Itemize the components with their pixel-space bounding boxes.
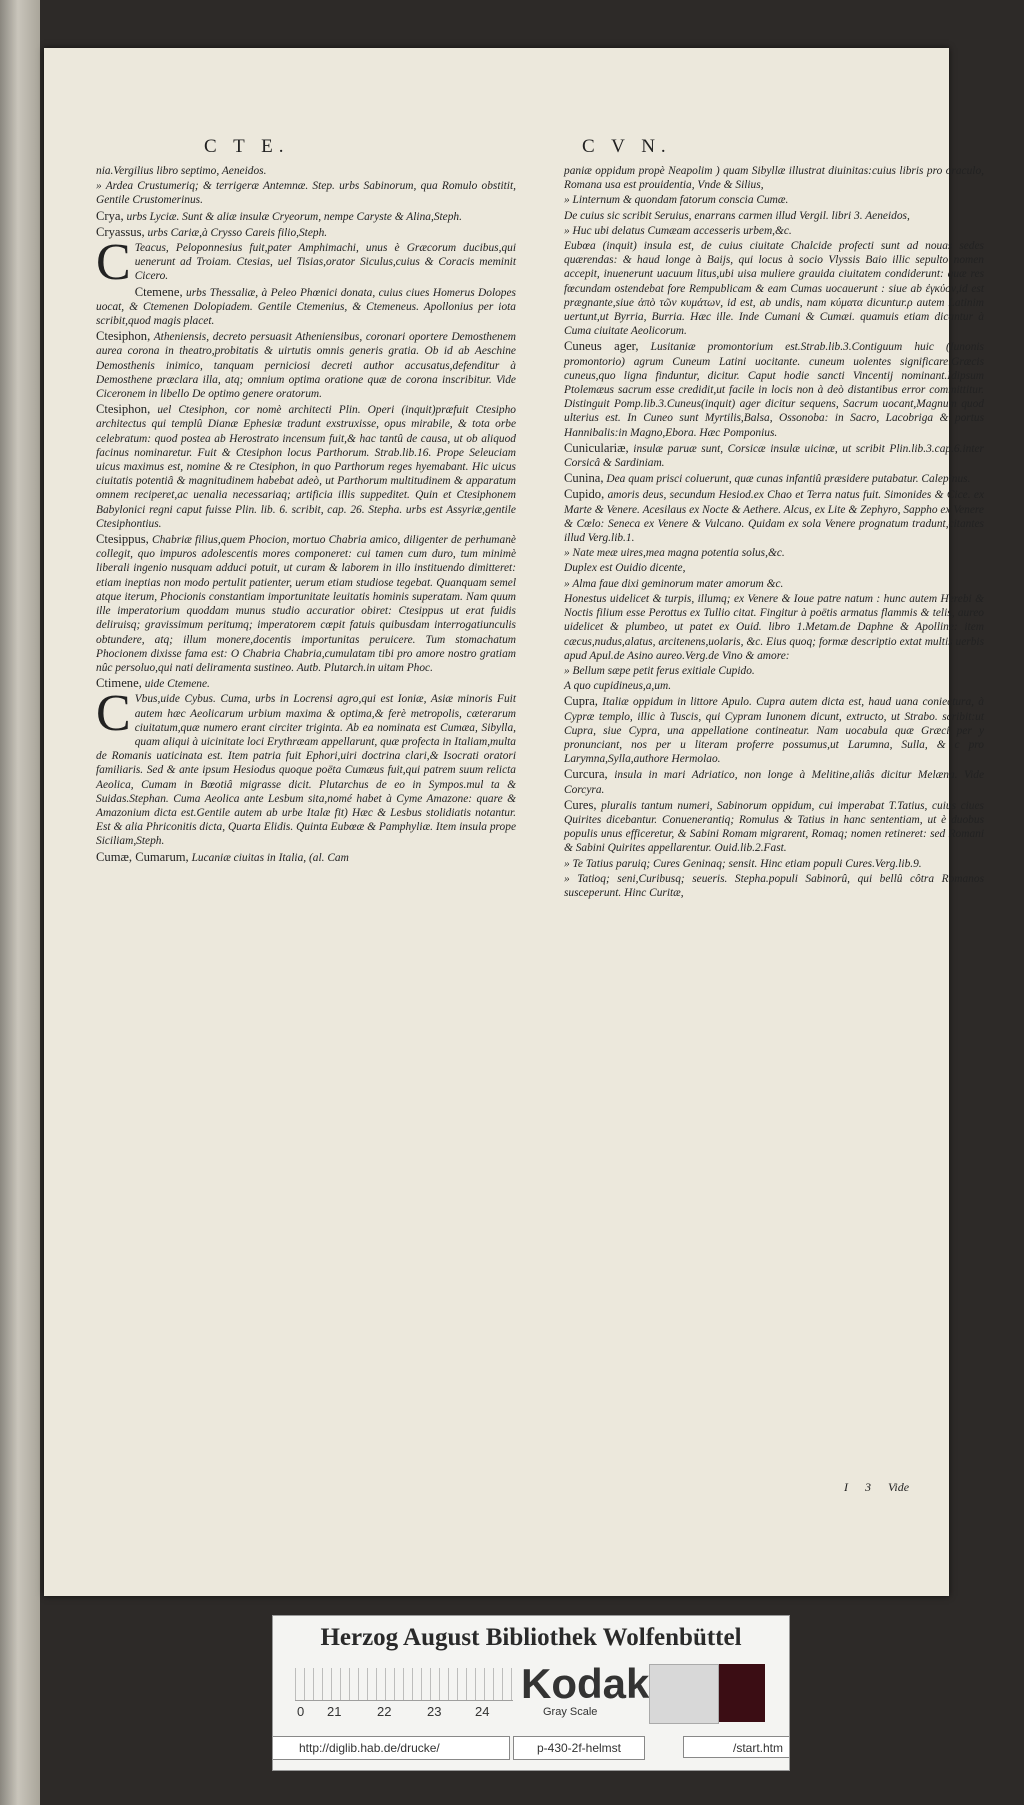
entry-text: » Ardea Crustumeriq; & terrigeræ Antemnæ. Step. urbs Sabinorum, qua Romulo obstitit, Gentile Crustomerinus. [96, 180, 516, 207]
entry-text: paniæ oppidum propè Neapolim ) quam Sibyllæ illustrat diuinitas:cuius libris pro oraculo, Romana usa est prouidentia, Vnde & Silius, [564, 165, 984, 192]
entry-headword: Cryassus, [96, 224, 145, 239]
entry-text: Atheniensis, decreto persuasit Atheniensibus, coronari oportere Demosthenem aurea corona in theatro,probitatis & uirtutis omnis generis gratia. Ob id ab Aeschine Demosthenis inimico, tanquam perniciosi decreti author accusatus,defenditur à Demosthene præclara illa, atq; omnium optima oratione quæ de corona inscribitur. Vide Ciceronem in libello De optimo genere oratorum. [96, 331, 516, 401]
text-entry [96, 402, 516, 531]
entry-headword: Ctimene, [96, 676, 142, 691]
text-entry [96, 209, 516, 224]
text-entry [96, 285, 516, 329]
entry-text: uide Ctemene. [144, 678, 210, 691]
entry-text: nia.Vergilius libro septimo, Aeneidos. [96, 165, 267, 177]
entry-headword: Ctesiphon, [96, 402, 151, 417]
entry-headword: Cuneus ager, [564, 339, 639, 354]
entry-text: urbs Lyciæ. Sunt & aliæ insulæ Cryeorum, nempe Caryste & Alina,Steph. [126, 210, 462, 223]
text-entry [564, 577, 984, 591]
ruler-number: 21 [327, 1704, 342, 1719]
text-entry [96, 850, 516, 865]
entry-text: De cuius sic scribit Seruius, enarrans carmen illud Vergil. libri 3. Aeneidos, [564, 209, 910, 222]
entry-headword: Cures, [564, 797, 597, 812]
text-entry [96, 329, 516, 401]
entry-text: » Linternum & quondam fatorum conscia Cumæ. [564, 194, 789, 207]
text-entry [96, 685, 516, 848]
entry-text: Chabriæ filius,quem Phocion, mortuo Chabria amico, diligenter de perhumanè collegit, quo impuros adolescentis mores componeret: cui tamen cum duro, tum minimè liberali ingenio nusquam adduci potuit, ut curam & laborem in illo instituendo dimitteret: etiam ineptias non modo pertulit patienter, uerum etiam studiose tegebat. Quanquam semel atque iterum, Phocionis constantiam importunitate leuitatis hominis superatam. Nam quum ille imperatorium quoddam munus studio accuratior obiret: Ctesippus ut erat fuidis deliruisq; gravissimum peritumq; imperatorem cœpit fatuis quibusdam interrogatiunculis obtundere, atq; illum monere,docentis importunitas peruicere. Tum stomachatum Phocionem dixisse fama est: O Chabria Chabria,cumulatam tibi pro amore nostro gratiam nûc persoluo,qui nati deliramenta sustineo. Autb. Plutarch.in uitam Phoc. [96, 534, 516, 674]
entry-text: amoris deus, secundum Hesiod.ex Chao et Terra natus fuit. Simonides & Cice. ex Marte & Venere. Acesilaus ex Nocte & Aethere. Alcus, ex Lite & Zephyro, Sappho ex Venere & Cœlo: Seneca ex Venere & Vulcano. Quidam ex sola Venere prognatum tradunt,citantes illud Verg.lib.1. [564, 489, 984, 545]
entry-text: » Te Tatius paruiq; Cures Geninaq; sensit. Hinc etiam populi Cures.Verg.lib.9. [564, 857, 922, 870]
entry-text: urbs Thessaliæ, à Peleo Phœnici donata, cuius ciues Homerus Dolopes uocat, & Ctemenen Dolopiadem. Gentile Ctemenius, & Ctemeneus. Apollonius per iota scribit,quod magis placet. [96, 286, 516, 328]
entry-headword: Cuniculariæ, [564, 440, 629, 455]
text-entry [564, 224, 984, 238]
text-entry [564, 546, 984, 560]
text-entry [564, 339, 984, 439]
text-entry [96, 179, 516, 207]
entry-text: Lusitaniæ promontorium est.Strab.lib.3.Contiguum huic (Iunonis promontorio) agrum Cuneum Latini uocitante. cuneum uolentes significare.Græcis cuneus,quo ligna finduntur, dicitur. Caput hodie sancti Vincentij nominant.Idipsum Ptolemæus sacrum esse credidit,ut facile in locis non à deò distantibus error committitur. Distinguit Pomp.lib.3.Cuneus(inquit) ager dicitur sequens, Sacrum uocant,Magnum quod ulterius est. In Cuneo sunt Myrtilis,Balsa, Ossonoba: in Sacro, Lacobriga & portus Hannibalis:in Magno,Ebora. Hæc Pomponius. [564, 341, 984, 439]
url-mid: p-430-2f-helmst [513, 1736, 645, 1760]
entry-text: Vbus,uide Cybus. Cuma, urbs in Locrensi agro,qui est Ioniæ, Asiæ minoris Fuit autem hæc Aeolicarum urbium maxima & optima,& ferè metropolis, cæterarum ciuitatum,quæ numero erant circiter triginta. Ab ea nominata est Cumæa, Sibylla, quam aliqui à uicinitate loci Erythræam appellarunt, quæ profecta in Italiam,multa de Romanis uaticinata est. Item patria fuit Ephori,uiri doctrina clari,& Isocrati oratori familiaris. Sed & ante ipsum Hesiodus quoque poëta Cumæus fuit,qui patrem suum relicta Aeolica, Cumam in Bœotiâ migrasse dicit. Plutarchus de eo in Sympos.mul ta & Suidas.Stephan. Cuma Aeolica ante Lesbum sita,nomé habet à Cyme Amazone: quare & Amazonium dicta est.Gentile autem ab urbe Italæ fit) Hæc & Lesbus stolidiatis notantur. Est & alia Phriconitis dicta, Quarta Elidis. Quinta Eubœæ & Pamphyliæ. Item insula prope Siciliam,Steph. [96, 693, 516, 848]
text-entry [96, 225, 516, 240]
entry-text: Italiæ oppidum in littore Apulo. Cupra autem dicta est, haud uana coniectura, à Cypræ templo, illic à Tuscis, qui Cypram Iunonem dicunt, extructo, ut Strabo. scribit:ut Cupra, siue Cypra, una appellatione contineatur. Nam uocabula quæ Græci per y pronunciant, nos per u literam proferre possumus,ut Larumna, Sulla, & c pro Larymna,Sylla,authore Hermolao. [564, 696, 984, 766]
text-entry [564, 471, 984, 486]
drop-cap: C [96, 685, 131, 743]
entry-text: Honestus uidelicet & turpis, illumq; ex Venere & Ioue patre natum : hunc autem Herebi & Noctis filium esse Perottus ex Tullio citat. Fingitur à poëtis armatus flammis & telis, aureo uidelicet & plumbeo, ut patet ex Ouid. libro 1.Metam.de Daphne & Apolline: item cæcus,nudus,alatus, arcitenens,uolaris, &c. Eius quoq; formæ descriptio extat multis uerbis apud Apul.de Asino aureo.Verg.de Vino & amore: [564, 592, 984, 662]
url-right: /start.htm [683, 1736, 789, 1758]
library-color-card [272, 1615, 790, 1771]
entry-text: » Nate meæ uires,mea magna potentia solus,&c. [564, 547, 785, 560]
entry-headword: Cupido, [564, 487, 605, 502]
text-entry [564, 164, 984, 192]
entry-text: urbs Cariæ,à Crysso Careis filio,Steph. [147, 226, 328, 239]
text-entry [564, 209, 984, 223]
entry-headword: Ctemene, [134, 284, 183, 299]
entry-text: A quo cupidineus,a,um. [564, 680, 672, 693]
entry-text: uel Ctesiphon, cor nomè architecti Plin. Operi (inquit)præfuit Ctesipho architectus qui templû Dianæ Ephesiæ tradunt exstruxisse, opus mirabile, & tota orbe celebratum: quod postea ab Herostrato incensum fuit,& hac tantû de causa, ut ob aliquod facinus nominaretur. Fuit & Ctesiphon locus Parthorum. Strab.lib.16. Prope Seleuciam uicus maximus est, nomine & re Ctesiphon, in quo Parthorum reges hyemabant. Hic uicus ciuitatis potentiâ & magnitudinem habebat adeò, ut Parthorum multitudinem & apparatum omnem reciperet,ac uenalia necessariaq; artificia illis suppeditet. Quin et Ctesiphonem Babylonici regni caput fuisse Plin. lib. 6. scribit, cap. 26. Stepha. urbs est Assyriæ,gentile Ctesiphontius. [96, 404, 516, 530]
text-entry [96, 676, 516, 691]
entry-text: » Bellum sæpe petit ferus exitiale Cupido. [564, 664, 755, 677]
text-entry [564, 239, 984, 338]
entry-text: » Tatioq; seni,Curibusq; seueris. Stepha.populi Sabinorû, qui bellû côtra Romanos susceperunt. Hinc Curitæ, [564, 872, 984, 899]
entry-text: Dea quam prisci coluerunt, quæ cunas infantiû præsidere putabatur. Calepinus. [606, 473, 971, 486]
ruler-number: 0 [297, 1704, 305, 1719]
text-entry [564, 872, 984, 900]
text-entry [564, 679, 984, 693]
text-entry [564, 857, 984, 871]
entry-text: Teacus, Peloponnesius fuit,pater Amphimachi, unus è Græcorum ducibus,qui uenerunt ad Troiam. Ctesias, uel Tisias,orator Siculus,cuius & Coracis meminit Cicero. [134, 242, 516, 283]
text-entry [564, 592, 984, 663]
gray-swatch [649, 1664, 719, 1724]
entry-text: Duplex est Ouidio dicente, [564, 562, 686, 575]
drop-cap: C [96, 234, 131, 292]
entry-headword: Cumæ, Cumarum, [96, 849, 189, 864]
entry-headword: Cunina, [564, 471, 604, 486]
entry-headword: Ctesippus, [96, 532, 149, 547]
text-entry [564, 561, 984, 575]
left-column [96, 164, 516, 866]
right-column [564, 164, 984, 901]
entry-headword: Cupra, [564, 694, 598, 709]
text-entry [564, 767, 984, 796]
text-entry [96, 532, 516, 675]
text-entry [564, 694, 984, 766]
text-entry [564, 487, 984, 545]
text-entry [564, 441, 984, 470]
ruler-number: 22 [377, 1704, 392, 1719]
entry-headword: Curcura, [564, 767, 608, 782]
entry-text: insulæ paruæ sunt, Corsicæ insulæ uicinæ, ut scribit Plin.lib.3.cap.6.inter Corsicâ & Sardiniam. [564, 442, 984, 470]
document-page [44, 48, 984, 1596]
ruler-number: 23 [427, 1704, 442, 1719]
kodak-logo: Kodak [521, 1660, 650, 1707]
text-entry [564, 664, 984, 678]
text-entry [564, 193, 984, 207]
entry-text: Lucaniæ ciuitas in Italia, (al. Cam [191, 851, 349, 864]
url-left: http://diglib.hab.de/drucke/ [273, 1736, 510, 1760]
entry-text: insula in mari Adriatico, non longe à Melitine,aliâs dicitur Melæna. Vide Corcyra. [564, 769, 984, 796]
entry-text: pluralis tantum numeri, Sabinorum oppidum, cui imperabat T.Tatius, cuius ciues Quirites dicebantur. Conuenerantiq; Romulus & Tatius in hanc sententiam, ut è duobus populis unus efficeretur, & Sabini Romam migrarent, Romaq; nomen retineret: sed Romani & Sabini Quirites appellarentur. Ouid.lib.2.Fast. [564, 799, 984, 855]
ruler-number: 24 [475, 1704, 490, 1719]
entry-headword: Crya, [96, 208, 124, 223]
entry-text: » Huc ubi delatus Cumæam accesseris urbem,&c. [564, 224, 792, 237]
book-edge [0, 0, 40, 1805]
text-entry [96, 164, 516, 178]
page-header-right: C V N. [582, 136, 672, 157]
entry-text: » Alma faue dixi geminorum mater amorum &c. [564, 577, 784, 590]
dark-swatch [719, 1664, 765, 1722]
page-signature: I 3 Vide [844, 1480, 910, 1494]
gray-scale-label: Gray Scale [543, 1706, 598, 1718]
entry-headword: Ctesiphon, [96, 329, 151, 344]
library-name: Herzog August Bibliothek Wolfenbüttel [320, 1624, 742, 1651]
entry-text: Eubœa (inquit) insula est, de cuius ciuitate Chalcide profecti sunt ad nouas sedes quærendas: & haud longe à Baijs, qui locus à socio Vlyssis Baio illic sepulto nomen accepit, inuenerunt uacuum litus,ubi uisa muliere grauida ciuitatem condiderunt: quæ res fœcundam ostendebat fore Rempublicam & eam Cumas uocauerunt : siue ab ἐγκύον,id est prægnante,siue ἀπὸ τῶν κυμάτων, id est, ab undis, nam κύματα dicuntur.ρ autem Latinim uertunt,ut Byrria, Burria. Hæc ille. Inde Cumani & Cumæi. quamuis etiam dicantur à Cuma ciuitate Aeolicorum. [564, 240, 984, 338]
page-header-left: C T E. [204, 136, 290, 157]
text-entry [564, 798, 984, 856]
ruler-scale [295, 1668, 513, 1701]
